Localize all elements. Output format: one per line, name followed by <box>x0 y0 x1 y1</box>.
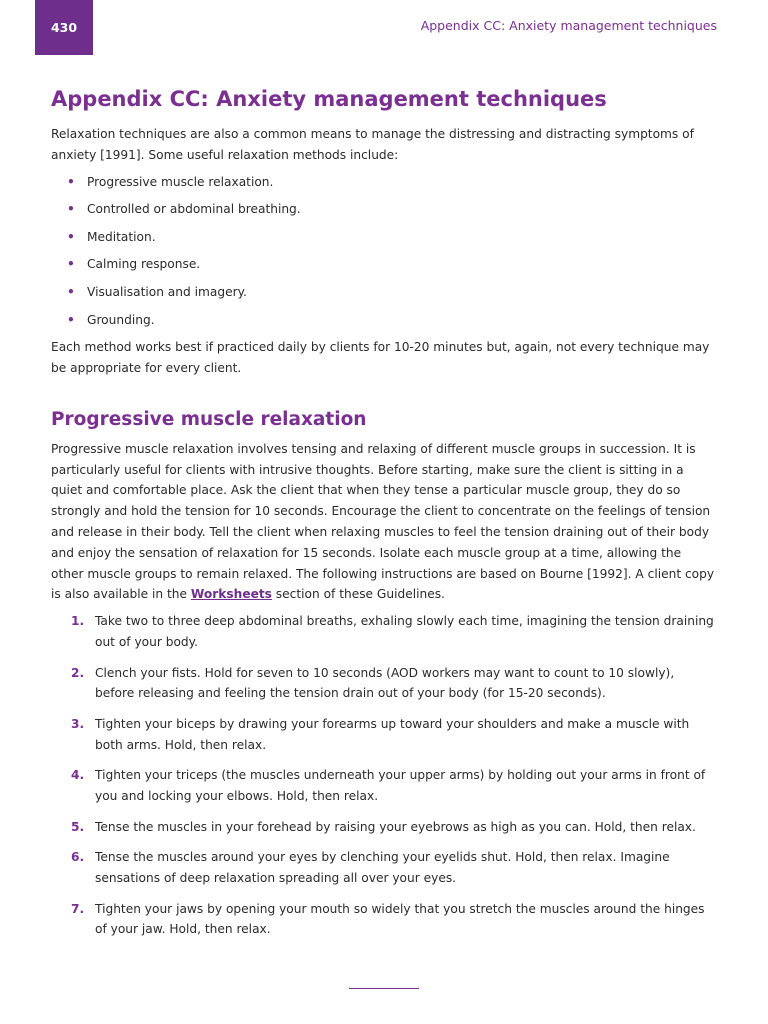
step-number: 4. <box>71 768 85 783</box>
list-item <box>51 765 716 807</box>
page-title: Appendix CC: Anxiety management techniques <box>51 87 607 111</box>
list-item <box>51 254 716 275</box>
intro-paragraph: Relaxation techniques are also a common means to manage the distressing and distracting symptoms of anxiety [1991]. Some useful relaxation methods include: <box>51 127 694 162</box>
page-number: 430 <box>35 0 93 55</box>
page-content <box>51 84 716 950</box>
bullet-icon: • <box>67 257 75 272</box>
list-item <box>51 847 716 889</box>
list-item <box>51 199 716 220</box>
list-item <box>51 172 716 193</box>
list-item <box>51 899 716 941</box>
list-item <box>51 817 716 838</box>
footer-divider <box>349 988 419 989</box>
step-number: 2. <box>71 665 85 680</box>
list-item <box>51 663 716 705</box>
step-number: 5. <box>71 819 85 834</box>
list-item-text: Calming response. <box>87 257 201 272</box>
bullet-icon: • <box>67 229 75 244</box>
step-number: 6. <box>71 850 85 865</box>
bullet-icon: • <box>67 312 75 327</box>
step-text: Take two to three deep abdominal breaths, exhaling slowly each time, imagining the tension draining out of your body. <box>95 614 714 649</box>
step-text: Clench your fists. Hold for seven to 10 seconds (AOD workers may want to count to 10 slowly), before releasing and feeling the tension drain out of your body (for 15-20 seconds). <box>95 665 675 701</box>
bullet-icon: • <box>67 284 75 299</box>
pmr-paragraph-tail: section of these Guidelines. <box>271 587 445 602</box>
worksheets-link[interactable]: Worksheets <box>190 587 272 602</box>
step-text: Tense the muscles around your eyes by clenching your eyelids shut. Hold, then relax. Imagine sensations of deep relaxation spreading all over your eyes. <box>95 850 670 886</box>
list-item-text: Meditation. <box>87 229 156 244</box>
step-number: 3. <box>71 716 85 731</box>
list-item <box>51 611 716 653</box>
pmr-paragraph <box>51 439 716 605</box>
step-text: Tighten your jaws by opening your mouth so widely that you stretch the muscles around the hinges of your jaw. Hold, then relax. <box>95 901 705 937</box>
bullet-icon: • <box>67 174 75 189</box>
list-item <box>51 714 716 756</box>
list-item-text: Progressive muscle relaxation. <box>87 174 274 189</box>
step-text: Tense the muscles in your forehead by raising your eyebrows as high as you can. Hold, then relax. <box>95 819 696 834</box>
list-item-text: Controlled or abdominal breathing. <box>87 202 301 217</box>
list-item-text: Visualisation and imagery. <box>87 284 247 299</box>
pmr-steps-list <box>51 611 716 940</box>
running-header: Appendix CC: Anxiety management techniques <box>420 18 717 33</box>
closing-paragraph: Each method works best if practiced daily by clients for 10-20 minutes but, again, not every technique may be appropriate for every client. <box>51 340 710 375</box>
pmr-paragraph-text: Progressive muscle relaxation involves tensing and relaxing of different muscle groups in succession. It is particularly useful for clients with intrusive thoughts. Before starting, make sure the client is sitting in a quiet and comfortable place. Ask the client that when they tense a particular muscle group, they do so strongly and hold the tension for 10 seconds. Encourage the client to concentrate on the feelings of tension and release in their body. Tell the client when relaxing muscles to feel the tension draining out of their body and enjoy the sensation of relaxation for 15 seconds. Isolate each muscle group at a time, allowing the other muscle groups to remain relaxed. The following instructions are based on Bourne [1992]. A client copy is also available in the <box>51 441 715 602</box>
step-text: Tighten your triceps (the muscles underneath your upper arms) by holding out your arms in front of you and locking your elbows. Hold, then relax. <box>95 768 706 804</box>
list-item <box>51 310 716 331</box>
step-number: 7. <box>71 901 85 916</box>
list-item <box>51 227 716 248</box>
list-item <box>51 282 716 303</box>
section-heading-progressive-muscle-relaxation: Progressive muscle relaxation <box>51 408 367 430</box>
step-number: 1. <box>71 614 85 629</box>
bullet-icon: • <box>67 202 75 217</box>
relaxation-methods-list <box>51 172 716 331</box>
step-text: Tighten your biceps by drawing your forearms up toward your shoulders and make a muscle with both arms. Hold, then relax. <box>95 716 690 752</box>
list-item-text: Grounding. <box>87 312 155 327</box>
